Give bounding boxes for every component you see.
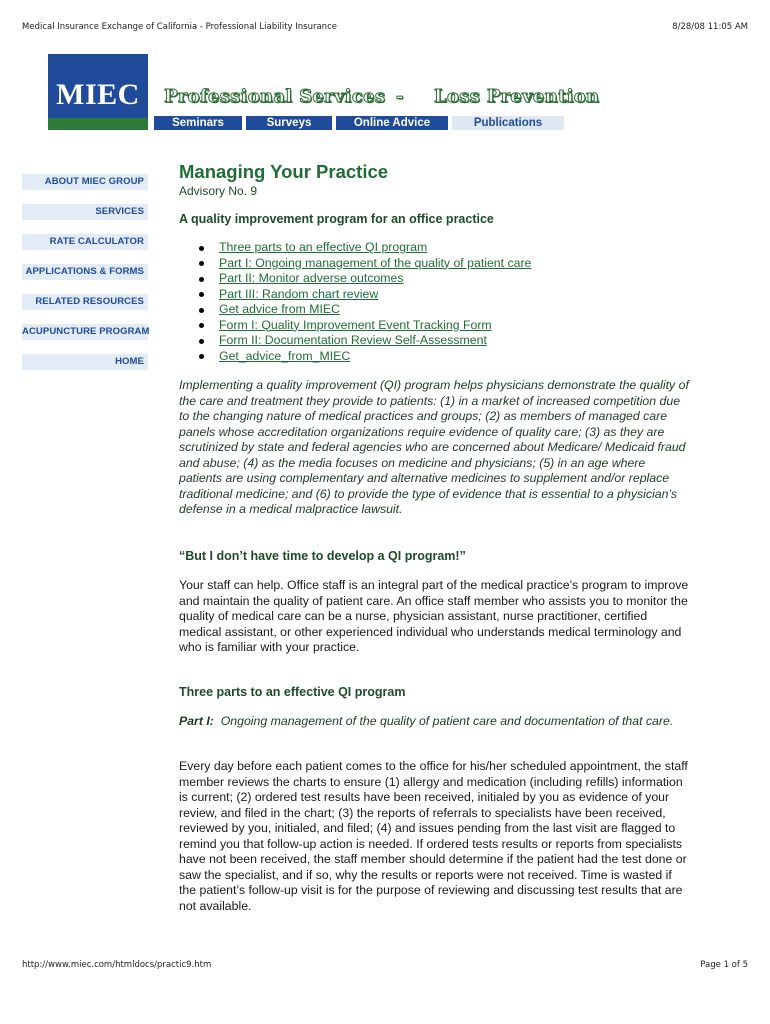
- print-header: [22, 22, 748, 36]
- intro-paragraph: Implementing a quality improvement (QI) program helps physicians demonstrate the quality of the care and treatment they provide to patients: (1) in a market of increased competition due to the changing nature of medical practices and groups; (2) as members of managed care panels whose accreditation organizations require evidence of quality care; (3) as they are scrutinized by state and federal agencies who are concerned about Medicare/ Medicaid fraud and abuse; (4) as the media focuses on medicine and physicians; (5) in an age where patients are using complementary and alternative medicines to supplement and/or replace traditional medicine; and (6) to provide the type of evidence that is essential to a physician’s defense in a medical malpractice lawsuit.: [179, 378, 689, 516]
- print-footer-page: Page 1 of 5: [700, 960, 748, 970]
- toc-item: [199, 318, 669, 334]
- advisory-number: Advisory No. 9: [179, 184, 258, 198]
- toc-link-get-advice-2[interactable]: Get_advice_from_MIEC: [219, 348, 351, 363]
- toc-link-part-i[interactable]: Part I: Ongoing management of the quality of patient care: [219, 255, 532, 270]
- banner-title-separator: -: [396, 86, 404, 107]
- toc-item: [199, 256, 669, 272]
- miec-logo[interactable]: [48, 54, 148, 130]
- page-title: Managing Your Practice: [179, 161, 389, 182]
- quote-heading: “But I don’t have time to develop a QI program!”: [179, 549, 466, 563]
- sidebar-item-about-miec-group[interactable]: ABOUT MIEC GROUP: [22, 174, 148, 190]
- banner-title-professional-services: Professional Services: [164, 86, 386, 107]
- sidebar-item-rate-calculator[interactable]: RATE CALCULATOR: [22, 234, 148, 250]
- banner-title: [164, 86, 600, 112]
- table-of-contents: [199, 240, 669, 364]
- toc-item: [199, 240, 669, 256]
- sidebar-item-home[interactable]: HOME: [22, 354, 148, 370]
- tab-publications[interactable]: Publications: [452, 116, 564, 130]
- sidebar-item-related-resources[interactable]: RELATED RESOURCES: [22, 294, 148, 310]
- tab-online-advice[interactable]: Online Advice: [336, 116, 448, 130]
- toc-item: [199, 349, 669, 365]
- print-footer: [22, 960, 748, 974]
- part-i-paragraph: [179, 714, 691, 730]
- daily-review-paragraph: Every day before each patient comes to the office for his/her scheduled appointment, the staff member reviews the charts to ensure (1) allergy and medication (including refills) information is current; (2) ordered test results have been received, initialed by you as evidence of your review, and filed in the chart; (3) the reports of referrals to specialists have been received, reviewed by you, initialed, and filed; (4) and issues pending from the last visit are flagged to remind you that follow-up action is needed. If ordered tests results or reports from specialists have not been received, the staff member should determine if the patient had the test done or saw the specialist, and if so, why the results or reports were not received. Time is wasted if the patient’s follow-up visit is for the purpose of reviewing and discussing test results that are not available.: [179, 759, 688, 913]
- section-heading: A quality improvement program for an office practice: [179, 212, 494, 226]
- toc-item: [199, 287, 669, 303]
- three-parts-heading: Three parts to an effective QI program: [179, 685, 406, 699]
- print-header-datetime: 8/28/08 11:05 AM: [672, 22, 748, 32]
- tab-seminars[interactable]: Seminars: [154, 116, 242, 130]
- toc-link-part-iii[interactable]: Part III: Random chart review: [219, 286, 379, 301]
- part-i-label: Part I:: [179, 714, 214, 728]
- toc-link-part-ii[interactable]: Part II: Monitor adverse outcomes: [219, 271, 404, 285]
- logo-stripe: [48, 118, 148, 130]
- toc-link-get-advice[interactable]: Get advice from MIEC: [219, 302, 340, 316]
- section-tabs: [154, 116, 566, 130]
- print-footer-url: http://www.miec.com/htmldocs/practic9.htm: [22, 960, 212, 970]
- toc-item: [199, 302, 669, 318]
- toc-link-form-i[interactable]: Form I: Quality Improvement Event Tracking Form: [219, 317, 492, 332]
- staff-paragraph: Your staff can help. Office staff is an integral part of the medical practice’s program to improve and maintain the quality of patient care. An office staff member who assists you to monitor the quality of medical care can be a nurse, physician assistant, nurse practitioner, certified medical assistant, or other experienced individual who understands medical terminology and who is familiar with your practice.: [179, 578, 689, 654]
- sidebar-item-acupuncture-program[interactable]: ACUPUNCTURE PROGRAM: [22, 324, 148, 340]
- sidebar-item-services[interactable]: SERVICES: [22, 204, 148, 220]
- print-header-title: Medical Insurance Exchange of California - Professional Liability Insurance: [22, 22, 337, 32]
- banner-title-loss-prevention: Loss Prevention: [434, 86, 600, 107]
- toc-item: [199, 333, 669, 349]
- part-i-text: Ongoing management of the quality of patient care and documentation of that care.: [220, 714, 674, 728]
- toc-link-form-ii[interactable]: Form II: Documentation Review Self-Assessment: [219, 333, 487, 347]
- toc-item: [199, 271, 669, 287]
- sidebar-item-applications-forms[interactable]: APPLICATIONS & FORMS: [22, 264, 148, 280]
- tab-surveys[interactable]: Surveys: [246, 116, 332, 130]
- toc-link-three-parts[interactable]: Three parts to an effective QI program: [219, 240, 428, 254]
- logo-text: MIEC: [56, 78, 140, 111]
